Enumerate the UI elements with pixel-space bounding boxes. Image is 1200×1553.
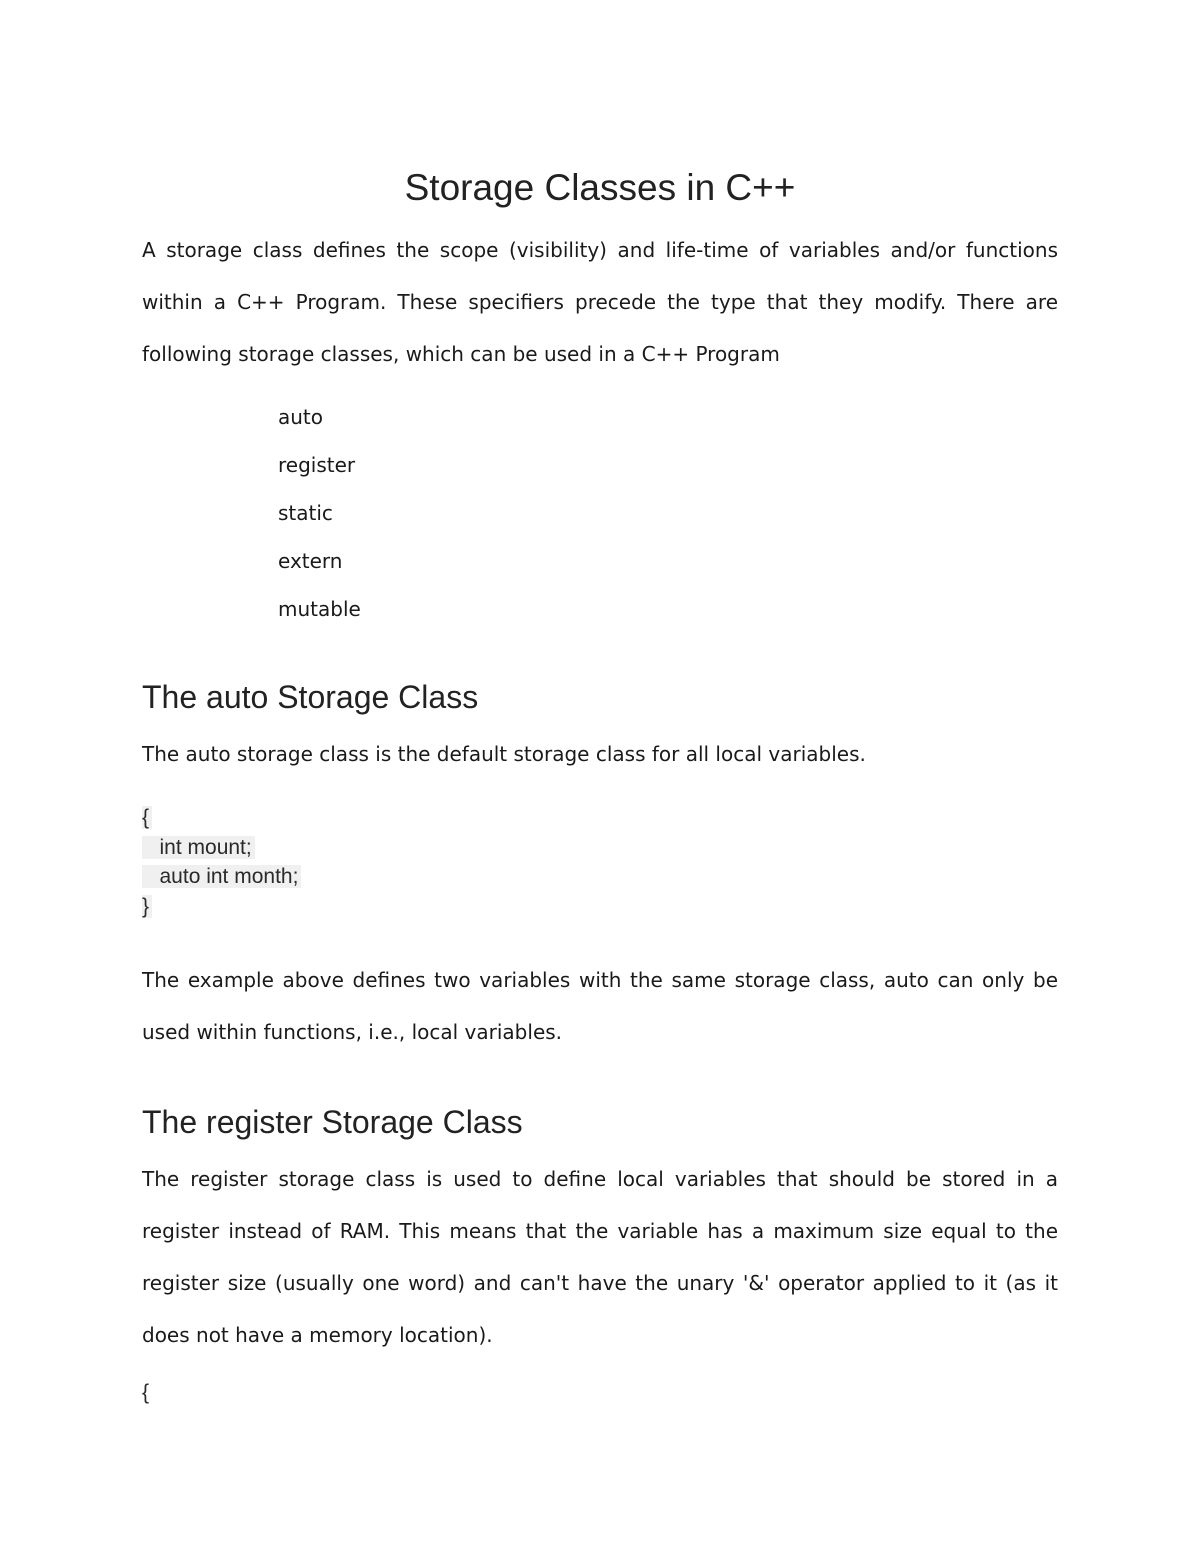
register-description: The register storage class is used to define local variables that should be stored in a register instead of RAM. This means that the variable has a maximum size equal to the register size (usually one word) and can't have the unary '&' operator applied to it (as it does not have a memory location). [142,1167,1058,1347]
list-item: extern [278,549,343,573]
auto-code-block [142,803,301,921]
register-code-start: { [142,1381,150,1404]
list-item: auto [278,405,324,429]
storage-class-list [278,393,361,633]
auto-description: The auto storage class is the default storage class for all local variables. [142,742,866,766]
register-section-heading: The register Storage Class [142,1104,523,1140]
code-line: int mount; [142,833,301,863]
page-title: Storage Classes in C++ [404,167,796,208]
intro-paragraph: A storage class defines the scope (visibility) and life-time of variables and/or functions within a C++ Program. These specifiers precede the type that they modify. There are following storage classes, which can be used in a C++ Program [142,238,1058,366]
code-line: auto int month; [142,862,301,892]
code-line: { [142,803,301,833]
list-item: mutable [278,597,361,621]
auto-section-heading: The auto Storage Class [142,679,479,715]
list-item: register [278,453,356,477]
list-item: static [278,501,333,525]
auto-explanation: The example above defines two variables with the same storage class, auto can only be used within functions, i.e., local variables. [142,968,1058,1044]
code-line: } [142,892,301,922]
